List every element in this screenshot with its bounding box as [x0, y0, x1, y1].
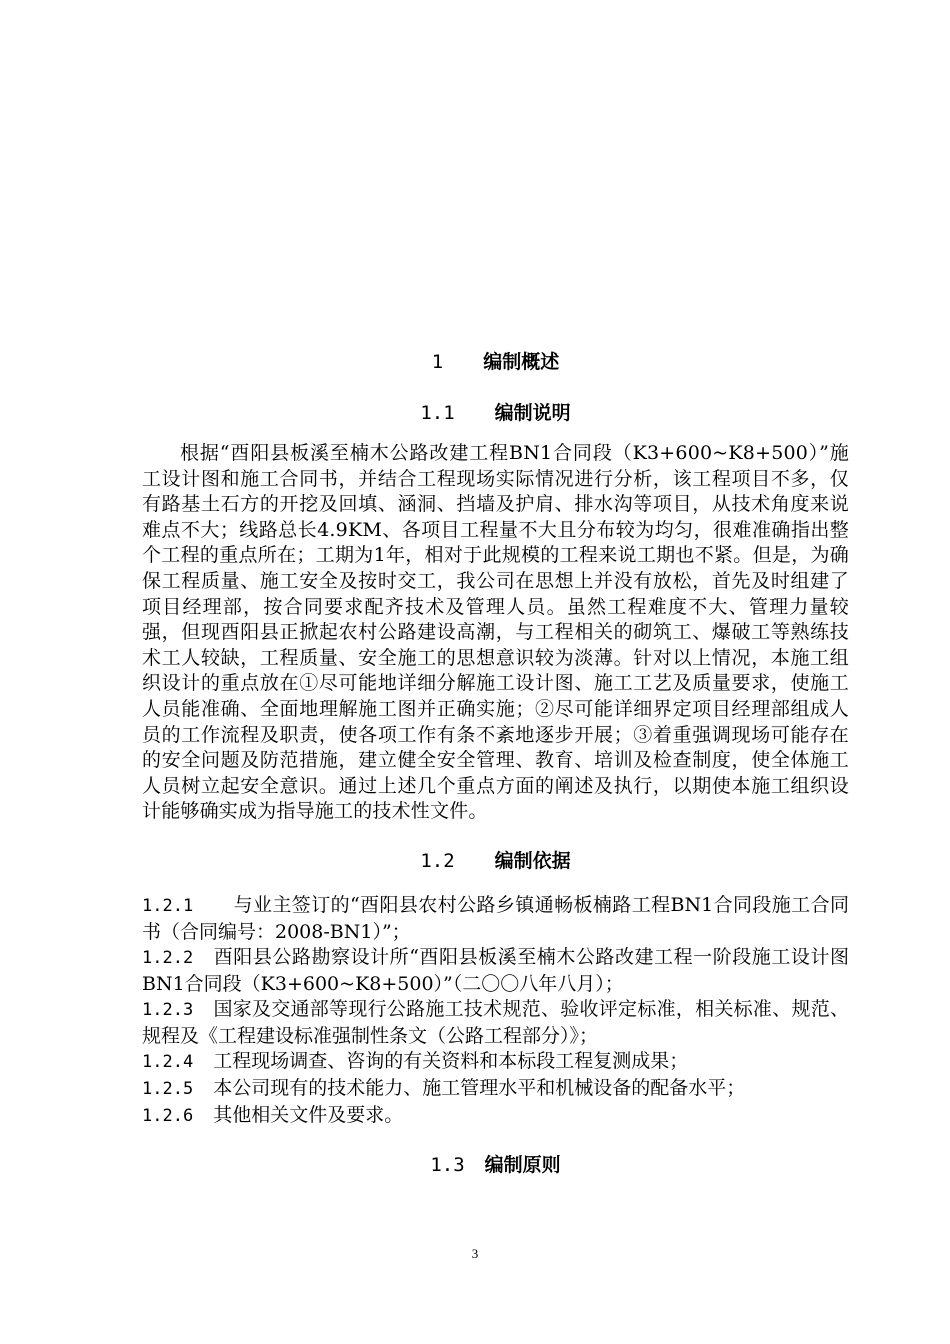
- list-item: [142, 1076, 849, 1103]
- list-item: [142, 945, 849, 997]
- list-item-text: 工程现场调查、咨询的有关资料和本标段工程复测成果；: [213, 1050, 689, 1073]
- page-content: [142, 345, 849, 1181]
- list-item-text: 本公司现有的技术能力、施工管理水平和机械设备的配备水平；: [213, 1077, 746, 1100]
- section-number: 1.2: [420, 849, 455, 872]
- list-item-number: 1.2.2: [142, 948, 194, 969]
- section-heading-1-1: [142, 397, 849, 429]
- list-item-number: 1.2.4: [142, 1052, 194, 1073]
- section-number: 1.1: [420, 402, 455, 424]
- section-title: 编制说明: [494, 402, 571, 424]
- section-heading-1-2: [142, 845, 849, 877]
- list-item-number: 1.2.3: [142, 1000, 194, 1021]
- list-item-text: 其他相关文件及要求。: [213, 1103, 404, 1126]
- section-title: 编制原则: [484, 1154, 561, 1177]
- page-number: 3: [471, 1246, 479, 1261]
- list-item-number: 1.2.5: [142, 1079, 194, 1100]
- list-item-number: 1.2.1: [142, 895, 194, 916]
- section-number: 1.3: [430, 1154, 465, 1177]
- list-item-text: 与业主签订的“酉阳县农村公路乡镇通畅板楠路工程BN1合同段施工合同书（合同编号：2008-BN1）”；: [142, 893, 849, 943]
- section-title: 编制依据: [494, 849, 571, 872]
- section-paragraph: 根据“酉阳县板溪至楠木公路改建工程BN1合同段（K3+600~K8+500）”施工设计图和施工合同书，并结合工程现场实际情况进行分析，该工程项目不多，仅有路基土石方的开挖及回填、涵洞、挡墙及护肩、排水沟等项目，从技术角度来说难点不大；线路总长4.9KM、各项目工程量不大且分布较为均匀，很难准确指出整个工程的重点所在；工期为1年，相对于此规模的工程来说工期也不紧。但是，为确保工程质量、施工安全及按时交工，我公司在思想上并没有放松，首先及时组建了项目经理部，按合同要求配齐技术及管理人员。虽然工程难度不大、管理力量较强，但现酉阳县正掀起农村公路建设高潮，与工程相关的砌筑工、爆破工等熟练技术工人较缺，工程质量、安全施工的思想意识较为淡薄。针对以上情况，本施工组织设计的重点放在①尽可能地详细分解施工设计图、施工工艺及质量要求，使施工人员能准确、全面地理解施工图并正确实施；②尽可能详细界定项目经理部组成人员的工作流程及职责，使各项工作有条不紊地逐步开展；③着重强调现场可能存在的安全问题及防范措施，建立健全安全管理、教育、培训及检查制度，使全体施工人员树立起安全意识。通过上述几个重点方面的阐述及执行，以期使本施工组织设计能够确实成为指导施工的技术性文件。: [142, 442, 849, 823]
- list-item: [142, 893, 849, 945]
- list-item: [142, 997, 849, 1049]
- section-heading-1-3: [142, 1149, 849, 1181]
- basis-list: [142, 893, 849, 1129]
- chapter-title: 编制概述: [483, 351, 560, 373]
- list-item: [142, 1103, 849, 1130]
- list-item-text: 酉阳县公路勘察设计所“酉阳县板溪至楠木公路改建工程一阶段施工设计图 BN1合同段（K3+600~K8+500）”（二〇〇八年八月）；: [142, 946, 849, 995]
- list-item: [142, 1049, 849, 1076]
- chapter-heading: [142, 345, 849, 379]
- chapter-number: 1: [431, 351, 444, 373]
- list-item-text: 国家及交通部等现行公路施工技术规范、验收评定标准，相关标准、规范、规程及《工程建设标准强制性条文（公路工程部分）》；: [142, 998, 849, 1047]
- list-item-number: 1.2.6: [142, 1105, 194, 1126]
